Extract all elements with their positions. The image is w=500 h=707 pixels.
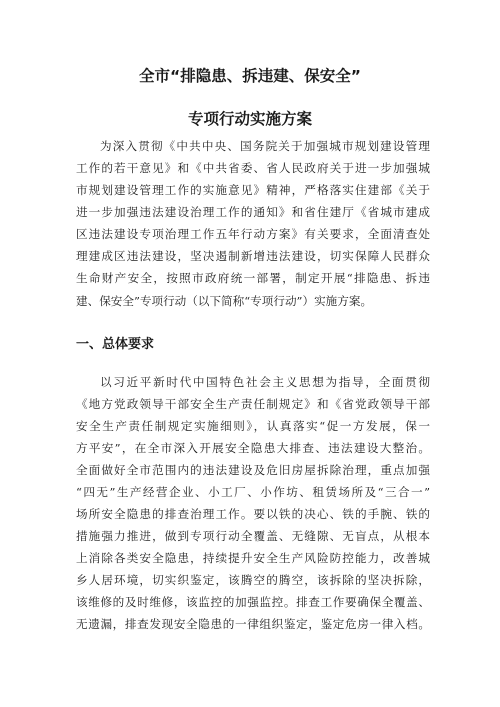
paragraph-line: 措施强力推进，做到专项行动全覆盖、无缝隙、无盲点，从根本 xyxy=(76,529,430,543)
paragraph-line: 工作的若干意见》和《中共省委、省人民政府关于进一步加强城 xyxy=(76,161,430,175)
paragraph-line: 建、保安全”专项行动（以下简称“专项行动”）实施方案。 xyxy=(76,294,373,308)
paragraph-line: 乡人居环境，切实织鉴定，该腾空的腾空，该拆除的坚决拆除， xyxy=(76,573,430,587)
document-title-line-1: 全市“排隐患、拆违建、保安全” xyxy=(139,67,361,85)
paragraph-line: 该维修的及时维修，该监控的加强监控。排查工作要确保全覆盖、 xyxy=(76,595,430,609)
paragraph-line: 以习近平新时代中国特色社会主义思想为指导，全面贯彻 xyxy=(100,375,430,389)
paragraph-line: 安全生产责任制规定实施细则》，认真落实“促一方发展，保一 xyxy=(76,419,430,433)
paragraph-line: 市规划建设管理工作的实施意见》精神，严格落实住建部《关于 xyxy=(76,183,430,197)
paragraph-line: 为深入贯彻《中共中央、国务院关于加强城市规划建设管理 xyxy=(100,139,430,153)
section-heading-general-requirements: 一、总体要求 xyxy=(76,337,155,352)
document-title-line-2: 专项行动实施方案 xyxy=(187,110,312,128)
paragraph-line: 上消除各类安全隐患，持续提升安全生产风险防控能力，改善城 xyxy=(76,551,430,565)
paragraph-line: 进一步加强违法建设治理工作的通知》和省住建厅《省城市建成 xyxy=(76,205,430,219)
paragraph-line: 生命财产安全，按照市政府统一部署，制定开展“排隐患、拆违 xyxy=(76,271,430,285)
paragraph-line: 区违法建设专项治理工作五年行动方案》有关要求，全面清查处 xyxy=(76,227,430,241)
paragraph-line: 《地方党政领导干部安全生产责任制规定》和《省党政领导干部 xyxy=(76,397,430,411)
paragraph-line: “四无”生产经营企业、小工厂、小作坊、租赁场所及“三合一” xyxy=(76,485,430,499)
paragraph-line: 场所安全隐患的排查治理工作。要以铁的决心、铁的手腕、铁的 xyxy=(76,507,430,521)
paragraph-line: 无遗漏，排查发现安全隐患的一律组织鉴定，鉴定危房一律入档。 xyxy=(76,617,430,631)
paragraph-line: 方平安”，在全市深入开展安全隐患大排查、违法建设大整治。 xyxy=(76,441,430,455)
paragraph-line: 理建成区违法建设，坚决遏制新增违法建设，切实保障人民群众 xyxy=(76,249,430,263)
paragraph-line: 全面做好全市范围内的违法建设及危旧房屋拆除治理，重点加强 xyxy=(76,463,430,477)
